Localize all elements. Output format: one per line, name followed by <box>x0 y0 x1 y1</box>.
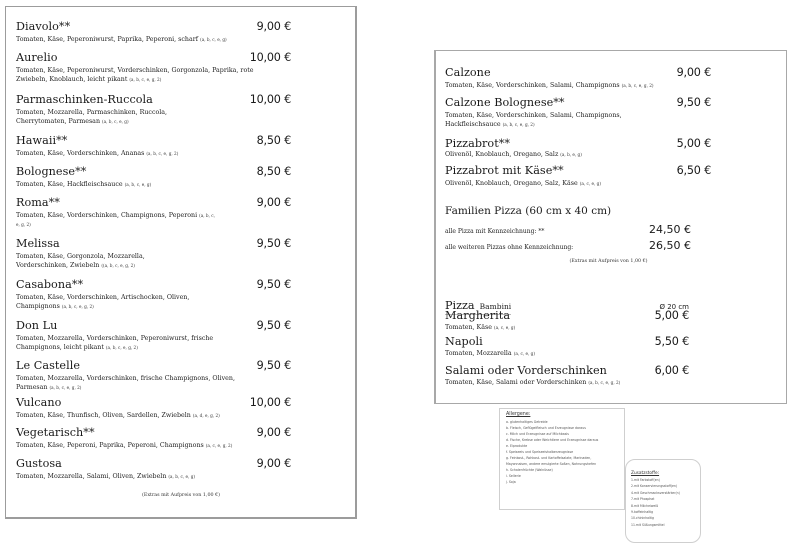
allergen-line: j. Soja <box>506 480 516 484</box>
item-allergens: (a, c, e, g) <box>493 325 516 330</box>
item-name: Hawaii** <box>16 134 68 147</box>
familien-pizza-price: 24,50 € <box>649 223 691 236</box>
item-allergens: (a, b, c, e, g, 2) <box>61 304 94 310</box>
menu-item <box>16 396 291 420</box>
menu-item <box>445 96 711 130</box>
item-price: 5,00 € <box>676 137 711 150</box>
item-description: Tomaten, Käse, Vorderschinken, Salami, Champignons <box>445 82 620 89</box>
item-name: Napoli <box>445 335 483 348</box>
item-price: 8,50 € <box>256 165 291 178</box>
item-name: Parmaschinken-Ruccola <box>16 93 153 106</box>
menu-page-left <box>5 6 357 519</box>
item-name: Diavolo** <box>16 20 71 33</box>
additive-line: 10.chininhaltig <box>631 516 654 521</box>
item-name: Casabona** <box>16 278 84 291</box>
allergen-line: b. Fleisch, Geflügelfleisch und Erzeugnisse daraus <box>506 426 586 430</box>
item-description: Tomaten, Käse, Vorderschinken, Champignons, Peperoni <box>16 212 198 219</box>
item-allergens: (a, b, c, e, g) <box>102 119 129 125</box>
additives-title: Zusatzstoffe: <box>631 471 660 476</box>
menu-item <box>16 359 291 393</box>
item-allergens: (a, d, e, g, 2) <box>192 413 220 418</box>
item-price: 10,00 € <box>249 51 291 64</box>
menu-item <box>16 51 291 85</box>
allergen-line: c. Milch und Erzeugnisse auf Milchbasis <box>506 432 569 436</box>
menu-item <box>16 93 291 127</box>
item-allergens: (a, b, c, e, g, 2) <box>146 151 179 156</box>
menu-item <box>16 134 291 158</box>
item-description: Tomaten, Käse, Vorderschinken, Ananas <box>16 150 145 157</box>
familien-pizza-label: alle weiteren Pizzas ohne Kennzeichnung: <box>445 244 574 251</box>
allergen-line: Mayonnaisen, andere emulgierte Soßen, Nahrungshefen <box>506 462 597 466</box>
item-name: Aurelio <box>16 51 58 64</box>
familien-pizza-row <box>445 223 691 236</box>
item-allergens: (a, b, c, e, g, 2) <box>105 345 138 351</box>
item-price: 6,00 € <box>654 364 689 377</box>
item-description: Tomaten, Käse <box>445 324 492 331</box>
item-allergens: (a, c, e, g) <box>513 351 535 356</box>
allergen-line: g. Feinkost-, Rohkost- und Kartoffelsalate, Marinaden, <box>506 456 592 460</box>
allergen-line: h. Schalenfrüchte (Walnüsse) <box>506 468 553 472</box>
additives-legend <box>625 459 701 543</box>
allergen-title: Allergene: <box>506 412 531 417</box>
item-description: Tomaten, Käse, Vorderschinken, Salami, Champignons, Hackfleischsauce <box>445 112 622 129</box>
item-price: 9,00 € <box>256 196 291 209</box>
menu-item <box>16 20 291 44</box>
menu-item <box>445 364 689 387</box>
item-price: 9,00 € <box>256 457 291 470</box>
item-name: Bolognese** <box>16 165 87 178</box>
item-allergens: (a, b, c, e, g, 2) <box>588 380 621 385</box>
item-price: 9,50 € <box>256 237 291 250</box>
additive-line: 8.mit Milcheiweiß <box>631 503 659 508</box>
item-description: Tomaten, Käse, Vorderschinken, Artischocken, Oliven, Champignons <box>16 294 190 311</box>
item-description: Olivenöl, Knoblauch, Oregano, Salz <box>445 151 559 158</box>
menu-item <box>16 278 291 312</box>
bambini-title: Pizza Bambini <box>445 294 511 315</box>
menu-item <box>445 309 689 332</box>
familien-pizza-price: 26,50 € <box>649 239 691 252</box>
item-name: Melissa <box>16 237 60 250</box>
item-allergens: (a, b, c, e, g, 2) <box>129 77 162 83</box>
item-description: Tomaten, Käse, Hackfleischsauce <box>16 181 123 188</box>
item-price: 9,50 € <box>676 96 711 109</box>
item-name: Don Lu <box>16 319 58 332</box>
item-description: Tomaten, Mozzarella <box>445 350 512 357</box>
allergen-line: a. glutenhaltiges Getreide <box>506 420 548 424</box>
additive-line: 7.mit Phosphat <box>631 497 655 502</box>
item-description: Tomaten, Käse, Peperoniwurst, Paprika, Peperoni, scharf <box>16 36 199 43</box>
item-name: Le Castelle <box>16 359 81 372</box>
menu-page-right <box>434 50 787 404</box>
allergen-line: i. Sellerie <box>506 474 521 478</box>
item-price: 9,50 € <box>256 278 291 291</box>
item-price: 8,50 € <box>256 134 291 147</box>
menu-item <box>445 335 689 358</box>
bambini-size: Ø 20 cm <box>659 303 689 311</box>
menu-item <box>16 165 291 189</box>
item-name: Gustosa <box>16 457 62 470</box>
item-price: 5,00 € <box>654 309 689 322</box>
item-price: 10,00 € <box>249 396 291 409</box>
item-description: Tomaten, Mozzarella, Parmaschinken, Ruccola, Cherrytomaten, Parmesan <box>16 109 168 126</box>
item-description: Tomaten, Käse, Peperoni, Paprika, Peperoni, Champignons <box>16 442 204 449</box>
item-allergens: (a, b, c, e, g, 2) <box>621 83 654 88</box>
item-description: Tomaten, Mozzarella, Vorderschinken, frische Champignons, Oliven, Parmesan <box>16 375 235 392</box>
item-price: 9,00 € <box>256 20 291 33</box>
menu-item <box>16 196 291 230</box>
item-allergens: (a, b, c, e, g, 2) <box>502 122 535 128</box>
item-name: Roma** <box>16 196 60 209</box>
item-allergens: (a, b, c, e, g) <box>200 37 227 42</box>
menu-item <box>445 137 711 159</box>
allergen-line: d. Fische, Krebse oder Weichtiere und Erzeugnisse daraus <box>506 438 599 442</box>
familien-pizza-title: Familien Pizza (60 cm x 40 cm) <box>445 205 612 217</box>
item-price: 9,00 € <box>676 66 711 79</box>
item-name: Calzone Bolognese** <box>445 96 565 109</box>
menu-item <box>16 426 291 450</box>
item-price: 9,50 € <box>256 319 291 332</box>
item-allergens: (a, b, c, e, g, 2) <box>16 213 215 228</box>
item-allergens: (a, b, c, e, g) <box>168 474 196 479</box>
additive-line: 2.mit Konservierungsstoff(en) <box>631 484 678 489</box>
menu-item <box>445 164 711 188</box>
item-name: Pizzabrot** <box>445 137 511 150</box>
item-allergens: (a, c, e, g, 2) <box>205 443 233 448</box>
item-name: Vegetarisch** <box>16 426 95 439</box>
menu-item <box>16 457 291 481</box>
item-name: Calzone <box>445 66 491 79</box>
item-allergens: ((a, b, c, e, g, 2) <box>101 263 135 269</box>
familien-pizza-label: alle Pizza mit Kennzeichnung: ** <box>445 228 545 235</box>
item-description: Tomaten, Mozzarella, Salami, Oliven, Zwiebeln <box>16 473 167 480</box>
item-description: Tomaten, Käse, Salami oder Vorderschinken <box>445 379 587 386</box>
familien-pizza-row <box>445 239 691 252</box>
item-allergens: (a, c, e, g) <box>579 181 601 186</box>
item-allergens: (a, b, c, e, g) <box>124 182 152 187</box>
item-description: Tomaten, Mozzarella, Vorderschinken, Peperoniwurst, frische Champignons, leicht pikant <box>16 335 214 352</box>
item-allergens: (a, b, e, g) <box>560 152 582 157</box>
item-price: 6,50 € <box>676 164 711 177</box>
additive-line: 4.mit Geschmacksverstärker(n) <box>631 490 680 495</box>
item-allergens: (a, b, c, e, g, 2) <box>49 385 82 391</box>
extras-note: (Extras mit Aufpreis von 1,00 €) <box>141 493 221 498</box>
item-name: Pizzabrot mit Käse** <box>445 164 564 177</box>
item-price: 10,00 € <box>249 93 291 106</box>
item-name: Margherita <box>445 309 511 322</box>
item-description: Tomaten, Käse, Peperoniwurst, Vorderschinken, Gorgonzola, Paprika, rote Zwiebeln, Knoblauch, leicht pikant <box>16 67 254 84</box>
allergen-line: e. Eiprodukte <box>506 444 528 448</box>
item-name: Salami oder Vorderschinken <box>445 364 607 377</box>
allergen-legend <box>499 408 625 510</box>
item-price: 5,50 € <box>654 335 689 348</box>
item-description: Tomaten, Käse, Thunfisch, Oliven, Sardellen, Zwiebeln <box>16 412 191 419</box>
additive-line: 9.koffeinhaltig <box>631 510 654 515</box>
additive-line: 1.mit Farbstoff(en) <box>631 478 660 482</box>
item-description: Tomaten, Käse, Gorgonzola, Mozzarella, Vorderschinken, Zwiebeln <box>16 253 145 270</box>
item-name: Vulcano <box>16 396 62 409</box>
menu-item <box>16 319 291 353</box>
item-description: Olivenöl, Knoblauch, Oregano, Salz, Käse <box>445 180 578 187</box>
item-price: 9,00 € <box>256 426 291 439</box>
menu-item <box>445 66 711 90</box>
additive-line: 11.mit Süßungsmittel <box>631 522 665 527</box>
extras-note: (Extras mit Aufpreis von 1,00 €) <box>569 259 648 264</box>
menu-item <box>16 237 291 271</box>
item-price: 9,50 € <box>256 359 291 372</box>
allergen-line: f. Speiseeis und Speiseeishalberzeugnisse <box>506 450 574 454</box>
